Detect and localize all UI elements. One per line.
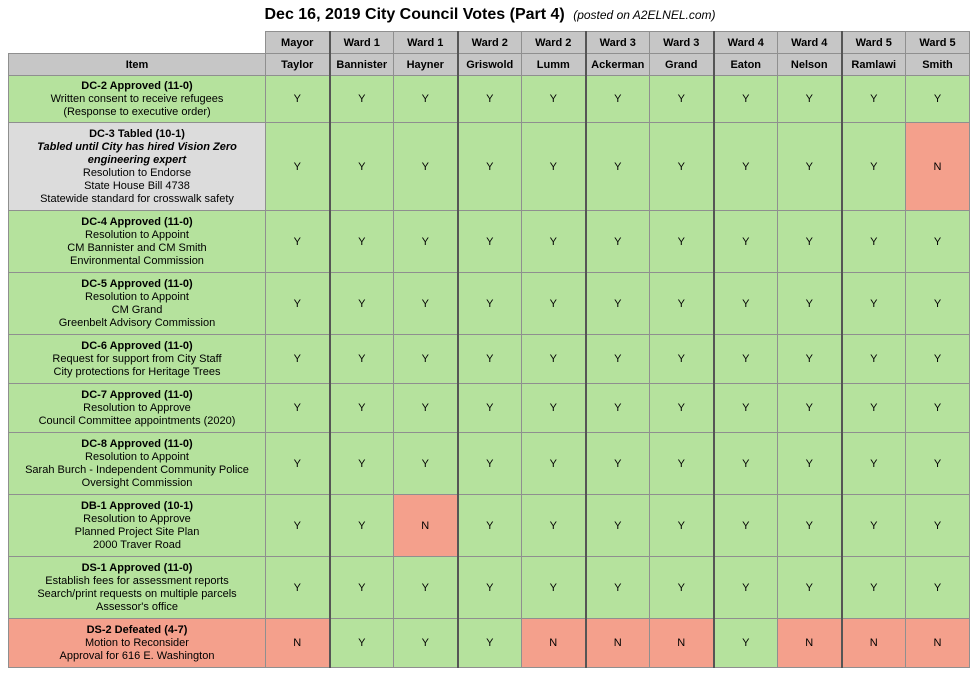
vote-cell-bannister: Y (330, 273, 394, 335)
table-row (9, 211, 970, 273)
member-header-4: Lumm (522, 54, 586, 76)
item-description-line: Resolution to Appoint (85, 228, 189, 241)
item-description-line: CM Bannister and CM Smith (67, 241, 207, 254)
ward-header-row (9, 32, 970, 54)
vote-cell-eaton: Y (714, 619, 778, 668)
vote-cell-eaton: Y (714, 273, 778, 335)
item-cell (9, 76, 266, 123)
ward-header-7: Ward 4 (714, 32, 778, 54)
vote-cell-lumm: N (522, 619, 586, 668)
item-cell (9, 211, 266, 273)
vote-cell-lumm: Y (522, 335, 586, 384)
vote-cell-eaton: Y (714, 335, 778, 384)
vote-cell-nelson: Y (778, 273, 842, 335)
item-description-line: Planned Project Site Plan (74, 525, 200, 538)
vote-cell-lumm: Y (522, 557, 586, 619)
vote-cell-ramlawi: Y (842, 384, 906, 433)
vote-cell-grand: Y (650, 433, 714, 495)
vote-cell-bannister: Y (330, 495, 394, 557)
table-row (9, 335, 970, 384)
item-description-line: CM Grand (111, 303, 163, 316)
item-title: DB-1 Approved (10-1) (80, 499, 194, 512)
item-cell (9, 384, 266, 433)
member-header-1: Bannister (330, 54, 394, 76)
member-header-10: Smith (906, 54, 970, 76)
table-row (9, 495, 970, 557)
item-description-line: State House Bill 4738 (84, 179, 190, 192)
vote-cell-ramlawi: Y (842, 273, 906, 335)
vote-cell-grand: Y (650, 384, 714, 433)
item-description-line: Request for support from City Staff (52, 352, 222, 365)
vote-cell-nelson: Y (778, 433, 842, 495)
item-description-line: Written consent to receive refugees (50, 92, 224, 105)
vote-cell-nelson: Y (778, 76, 842, 123)
vote-cell-ackerman: Y (586, 433, 650, 495)
vote-cell-ackerman: Y (586, 495, 650, 557)
vote-cell-ackerman: Y (586, 557, 650, 619)
item-title: DC-6 Approved (11-0) (81, 339, 193, 352)
vote-cell-taylor: N (266, 619, 330, 668)
vote-cell-griswold: Y (458, 619, 522, 668)
vote-cell-hayner: Y (394, 211, 458, 273)
vote-cell-eaton: Y (714, 123, 778, 211)
item-title: DS-2 Defeated (4-7) (86, 623, 188, 636)
vote-cell-eaton: Y (714, 495, 778, 557)
item-title: DC-2 Approved (11-0) (81, 79, 193, 92)
item-cell (9, 335, 266, 384)
votes-body (9, 76, 970, 668)
member-header-0: Taylor (266, 54, 330, 76)
vote-cell-taylor: Y (266, 273, 330, 335)
vote-cell-bannister: Y (330, 76, 394, 123)
vote-cell-eaton: Y (714, 211, 778, 273)
item-title: DC-5 Approved (11-0) (81, 277, 193, 290)
vote-cell-ramlawi: Y (842, 557, 906, 619)
vote-cell-griswold: Y (458, 557, 522, 619)
item-description-line: Oversight Commission (81, 476, 193, 489)
vote-cell-ackerman: Y (586, 123, 650, 211)
item-description-line: Greenbelt Advisory Commission (58, 316, 216, 329)
item-description-line: Motion to Reconsider (85, 636, 189, 649)
vote-cell-smith: Y (906, 384, 970, 433)
vote-cell-taylor: Y (266, 335, 330, 384)
item-description-line: Search/print requests on multiple parcels (37, 587, 237, 600)
vote-cell-grand: Y (650, 335, 714, 384)
vote-cell-eaton: Y (714, 433, 778, 495)
vote-cell-lumm: Y (522, 495, 586, 557)
item-cell (9, 273, 266, 335)
vote-cell-smith: Y (906, 335, 970, 384)
item-title: DC-4 Approved (11-0) (81, 215, 193, 228)
vote-cell-bannister: Y (330, 211, 394, 273)
vote-cell-grand: Y (650, 557, 714, 619)
item-cell (9, 495, 266, 557)
ward-header-5: Ward 3 (586, 32, 650, 54)
item-description-line: Establish fees for assessment reports (45, 574, 229, 587)
item-title: DC-7 Approved (11-0) (81, 388, 193, 401)
vote-cell-bannister: Y (330, 384, 394, 433)
vote-cell-griswold: Y (458, 433, 522, 495)
member-header-7: Eaton (714, 54, 778, 76)
item-title: DC-8 Approved (11-0) (81, 437, 193, 450)
vote-cell-taylor: Y (266, 211, 330, 273)
vote-cell-nelson: Y (778, 211, 842, 273)
item-description-line: (Response to executive order) (63, 105, 211, 118)
vote-cell-taylor: Y (266, 384, 330, 433)
vote-cell-ramlawi: N (842, 619, 906, 668)
vote-cell-bannister: Y (330, 557, 394, 619)
table-row (9, 76, 970, 123)
vote-cell-ramlawi: Y (842, 433, 906, 495)
vote-cell-lumm: Y (522, 211, 586, 273)
vote-cell-eaton: Y (714, 384, 778, 433)
vote-cell-nelson: Y (778, 495, 842, 557)
item-description-line: Sarah Burch - Independent Community Police (25, 463, 249, 476)
vote-cell-ramlawi: Y (842, 495, 906, 557)
item-description-line: Environmental Commission (70, 254, 204, 267)
ward-header-0: Mayor (266, 32, 330, 54)
vote-cell-hayner: Y (394, 123, 458, 211)
item-title: DS-1 Approved (11-0) (81, 561, 193, 574)
vote-cell-smith: Y (906, 433, 970, 495)
vote-cell-ramlawi: Y (842, 211, 906, 273)
vote-cell-griswold: Y (458, 335, 522, 384)
item-description-line: Resolution to Appoint (85, 290, 189, 303)
item-description-line: Approval for 616 E. Washington (59, 649, 215, 662)
vote-cell-ramlawi: Y (842, 335, 906, 384)
item-cell (9, 123, 266, 211)
name-header-row (9, 54, 970, 76)
item-description-line: Resolution to Approve (83, 512, 191, 525)
vote-cell-hayner: Y (394, 335, 458, 384)
vote-cell-grand: Y (650, 123, 714, 211)
ward-header-4: Ward 2 (522, 32, 586, 54)
vote-cell-smith: N (906, 619, 970, 668)
vote-cell-hayner: Y (394, 273, 458, 335)
vote-cell-lumm: Y (522, 123, 586, 211)
vote-cell-griswold: Y (458, 273, 522, 335)
vote-cell-lumm: Y (522, 384, 586, 433)
member-header-6: Grand (650, 54, 714, 76)
vote-cell-grand: Y (650, 76, 714, 123)
item-description-line: Council Committee appointments (2020) (38, 414, 236, 427)
vote-cell-ackerman: Y (586, 335, 650, 384)
table-row (9, 619, 970, 668)
vote-cell-bannister: Y (330, 433, 394, 495)
table-row (9, 273, 970, 335)
item-note: Tabled until City has hired Vision Zero engineering expert (37, 140, 237, 166)
vote-cell-grand: N (650, 619, 714, 668)
vote-cell-eaton: Y (714, 76, 778, 123)
table-row (9, 384, 970, 433)
item-description-line: City protections for Heritage Trees (53, 365, 221, 378)
item-description-line: Resolution to Approve (83, 401, 191, 414)
vote-cell-bannister: Y (330, 123, 394, 211)
vote-cell-nelson: N (778, 619, 842, 668)
vote-cell-lumm: Y (522, 76, 586, 123)
member-header-8: Nelson (778, 54, 842, 76)
ward-header-8: Ward 4 (778, 32, 842, 54)
ward-header-2: Ward 1 (394, 32, 458, 54)
vote-cell-nelson: Y (778, 335, 842, 384)
member-header-3: Griswold (458, 54, 522, 76)
vote-cell-hayner: Y (394, 557, 458, 619)
vote-cell-grand: Y (650, 211, 714, 273)
ward-header-6: Ward 3 (650, 32, 714, 54)
vote-cell-griswold: Y (458, 495, 522, 557)
title-main: Dec 16, 2019 City Council Votes (Part 4) (264, 6, 565, 23)
vote-cell-bannister: Y (330, 335, 394, 384)
vote-cell-nelson: Y (778, 123, 842, 211)
vote-cell-hayner: Y (394, 433, 458, 495)
member-header-2: Hayner (394, 54, 458, 76)
item-description-line: Assessor's office (96, 600, 178, 613)
vote-cell-smith: Y (906, 273, 970, 335)
ward-header-1: Ward 1 (330, 32, 394, 54)
votes-table (8, 31, 970, 668)
vote-cell-griswold: Y (458, 384, 522, 433)
vote-cell-bannister: Y (330, 619, 394, 668)
vote-cell-smith: N (906, 123, 970, 211)
vote-cell-griswold: Y (458, 123, 522, 211)
vote-cell-smith: Y (906, 557, 970, 619)
item-description-line: Resolution to Endorse (82, 166, 192, 179)
vote-cell-lumm: Y (522, 433, 586, 495)
vote-cell-smith: Y (906, 211, 970, 273)
vote-cell-ramlawi: Y (842, 123, 906, 211)
vote-cell-taylor: Y (266, 123, 330, 211)
vote-cell-ackerman: Y (586, 76, 650, 123)
ward-header-10: Ward 5 (906, 32, 970, 54)
ward-header-3: Ward 2 (458, 32, 522, 54)
vote-cell-grand: Y (650, 495, 714, 557)
vote-cell-ackerman: Y (586, 211, 650, 273)
vote-cell-griswold: Y (458, 76, 522, 123)
vote-cell-ackerman: Y (586, 384, 650, 433)
vote-cell-ramlawi: Y (842, 76, 906, 123)
vote-cell-hayner: Y (394, 384, 458, 433)
item-title: DC-3 Tabled (10-1) (89, 127, 185, 140)
vote-cell-griswold: Y (458, 211, 522, 273)
table-row (9, 123, 970, 211)
vote-cell-hayner: N (394, 495, 458, 557)
table-row (9, 433, 970, 495)
title-source: (posted on A2ELNEL.com) (573, 8, 716, 22)
item-cell (9, 433, 266, 495)
item-column-header: Item (9, 54, 266, 76)
vote-cell-taylor: Y (266, 495, 330, 557)
blank-corner (9, 32, 266, 54)
table-row (9, 557, 970, 619)
vote-cell-hayner: Y (394, 619, 458, 668)
member-header-5: Ackerman (586, 54, 650, 76)
vote-cell-hayner: Y (394, 76, 458, 123)
item-description-line: Resolution to Appoint (85, 450, 189, 463)
member-header-9: Ramlawi (842, 54, 906, 76)
ward-header-9: Ward 5 (842, 32, 906, 54)
vote-cell-nelson: Y (778, 557, 842, 619)
vote-cell-taylor: Y (266, 76, 330, 123)
vote-cell-ackerman: N (586, 619, 650, 668)
item-description-line: Statewide standard for crosswalk safety (40, 192, 234, 205)
item-cell (9, 619, 266, 668)
vote-cell-taylor: Y (266, 433, 330, 495)
item-description-line: 2000 Traver Road (92, 538, 182, 551)
vote-cell-eaton: Y (714, 557, 778, 619)
vote-cell-grand: Y (650, 273, 714, 335)
vote-cell-smith: Y (906, 76, 970, 123)
vote-cell-ackerman: Y (586, 273, 650, 335)
vote-cell-smith: Y (906, 495, 970, 557)
item-cell (9, 557, 266, 619)
vote-cell-nelson: Y (778, 384, 842, 433)
page-title (0, 6, 980, 24)
vote-cell-taylor: Y (266, 557, 330, 619)
vote-cell-lumm: Y (522, 273, 586, 335)
